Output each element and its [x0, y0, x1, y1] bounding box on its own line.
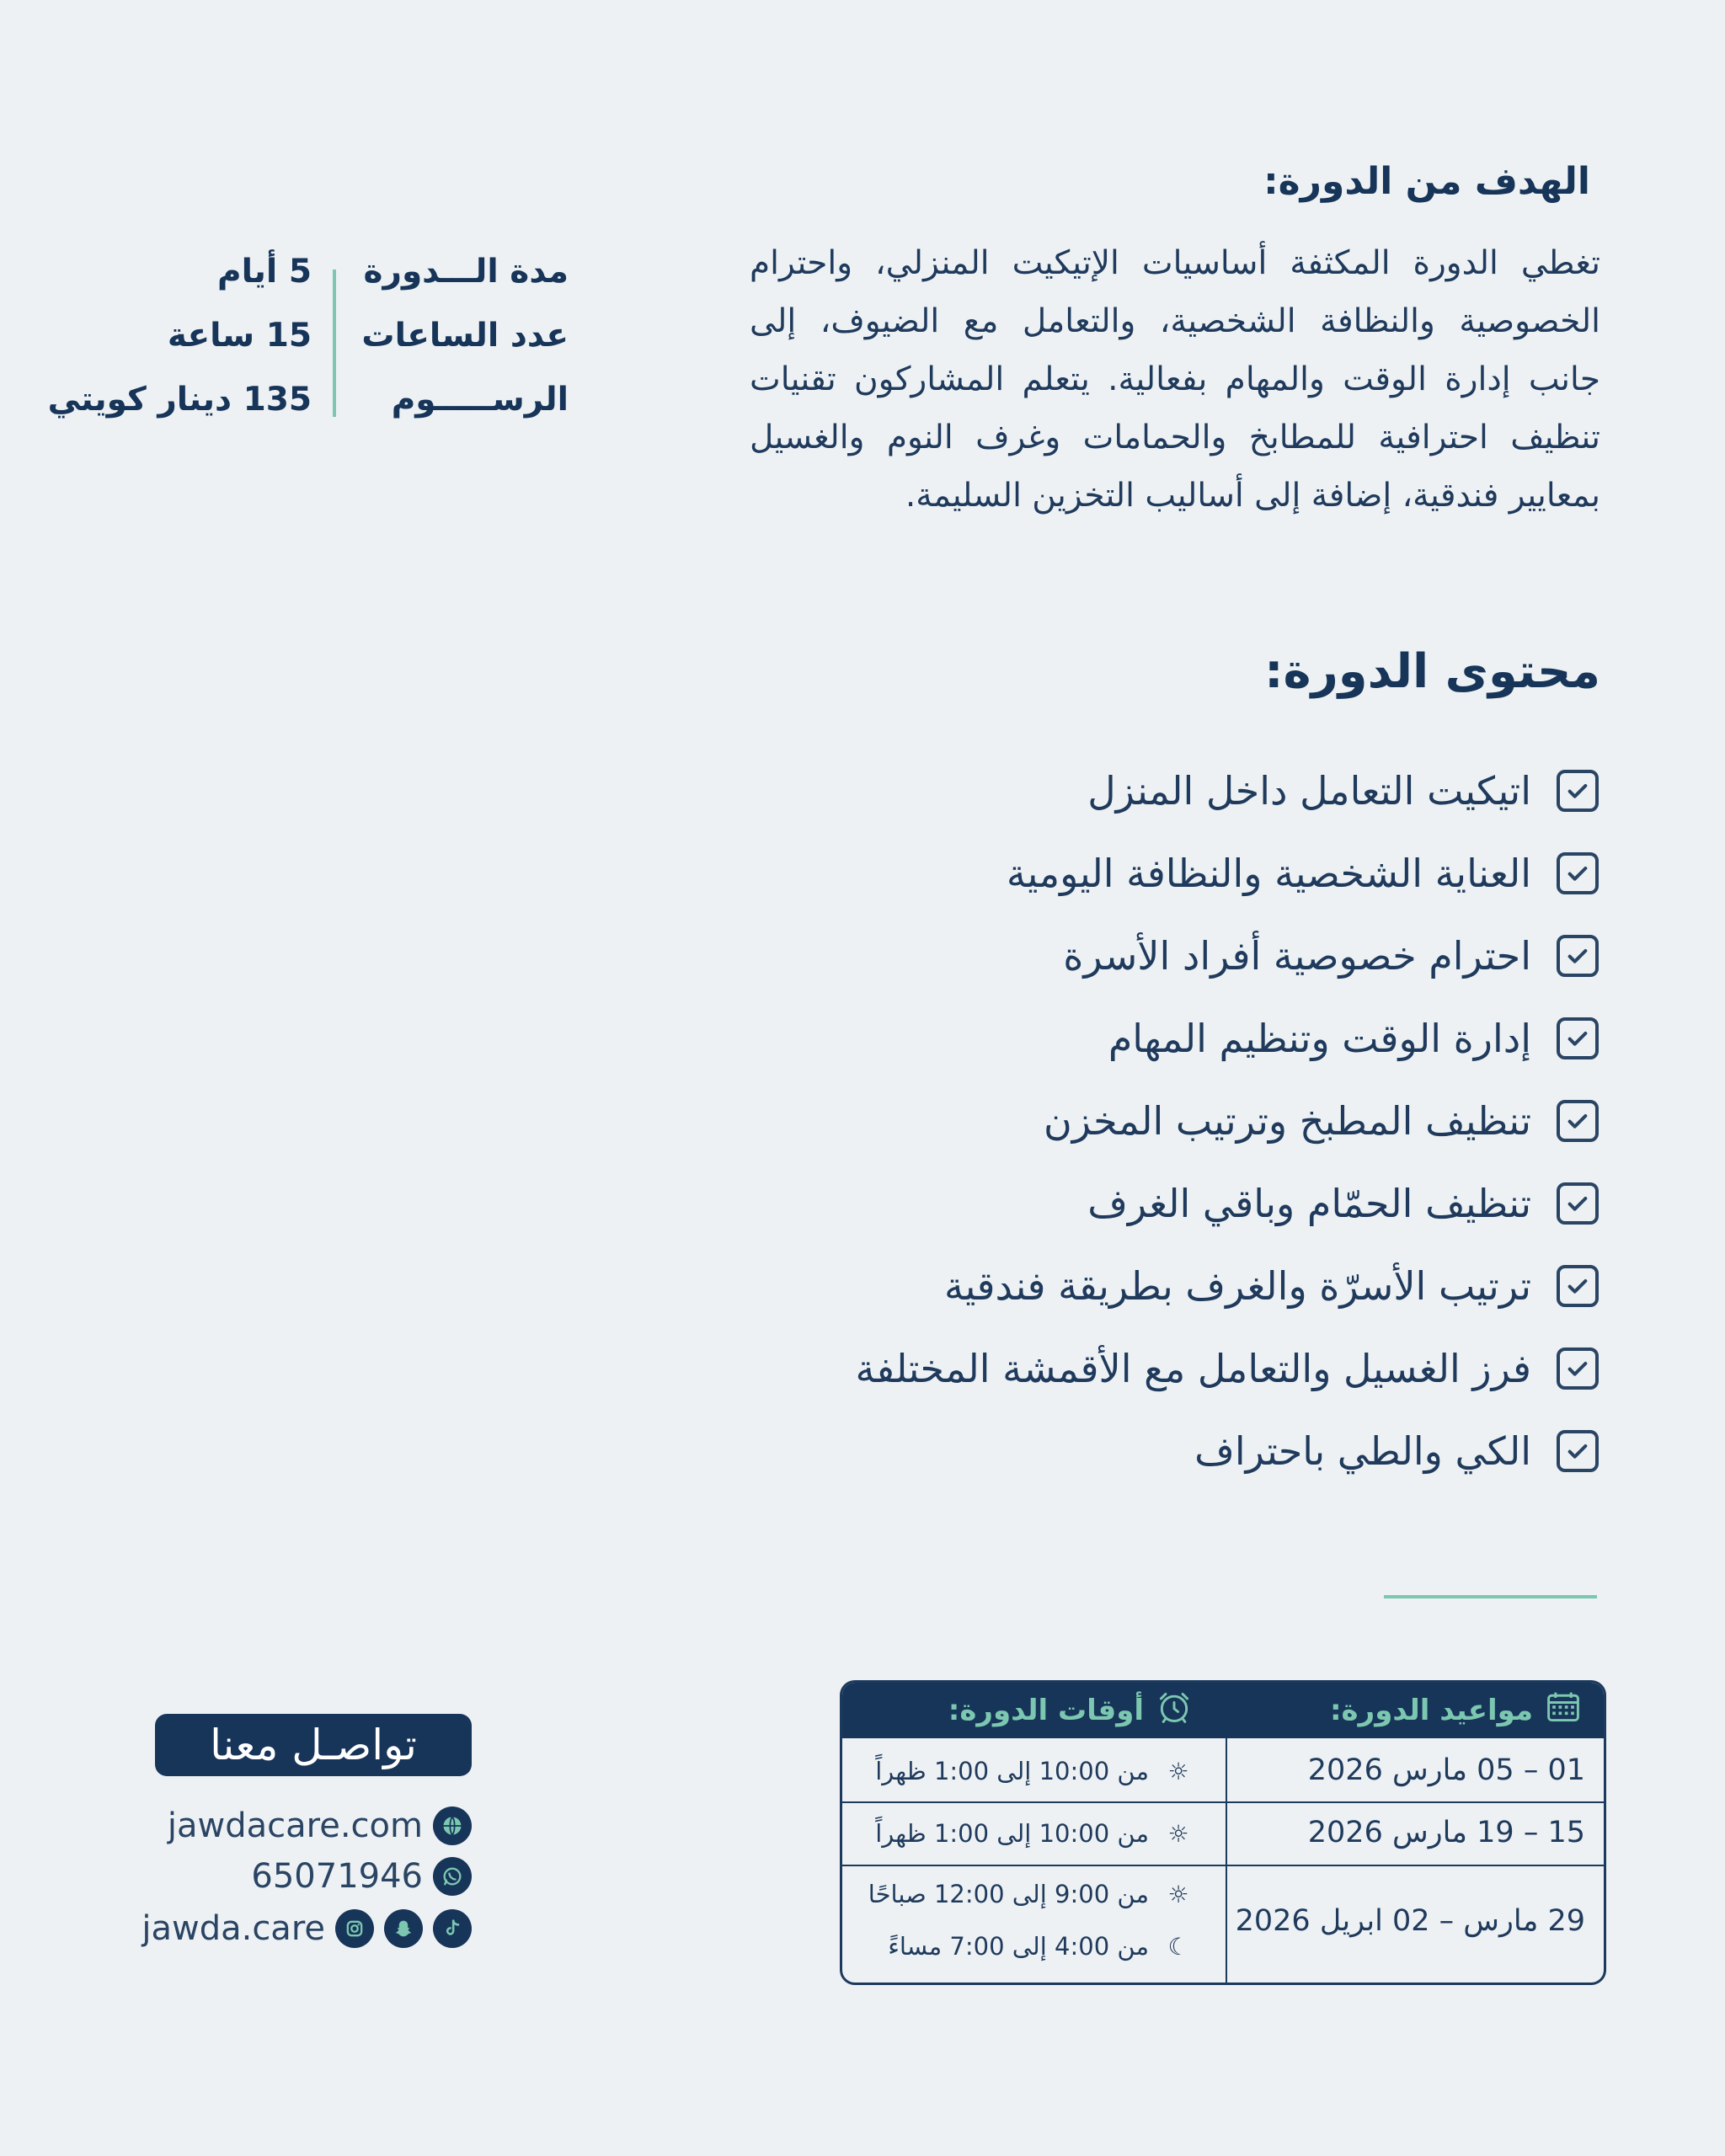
schedule-times-header-label: أوقات الدورة:: [948, 1694, 1144, 1727]
contact-website-row[interactable]: [135, 1805, 472, 1847]
schedule-time: [875, 1757, 1191, 1785]
checkbox-icon: [1557, 935, 1599, 977]
checkbox-icon: [1557, 852, 1599, 894]
phone-number[interactable]: 65071946: [251, 1857, 423, 1896]
list-item-label: فرز الغسيل والتعامل مع الأقمشة المختلفة: [855, 1346, 1531, 1391]
info-value: 5 أيام: [217, 253, 312, 291]
sun-icon: ☼: [1167, 1757, 1189, 1785]
contact-phone-row[interactable]: [135, 1855, 472, 1897]
globe-icon: [433, 1806, 472, 1845]
checkbox-icon: [1557, 1265, 1599, 1307]
schedule-time-text: من 10:00 إلى 1:00 ظهراً: [875, 1819, 1149, 1848]
schedule-header: [842, 1683, 1604, 1738]
checkbox-icon: [1557, 770, 1599, 812]
checkbox-icon: [1557, 1017, 1599, 1059]
schedule-dates-header-label: مواعيد الدورة:: [1329, 1694, 1533, 1727]
goal-title: الهدف من الدورة:: [1263, 160, 1590, 203]
accent-divider: [1384, 1595, 1597, 1598]
info-label: مدة الـــدورة: [363, 253, 569, 291]
list-item: [672, 1162, 1599, 1245]
list-item-label: تنظيف المطبخ وترتيب المخزن: [1044, 1098, 1531, 1144]
info-label: الرســـــوم: [391, 381, 569, 419]
schedule-date: 01 – 05 مارس 2026: [1307, 1753, 1585, 1787]
calendar-icon: [1545, 1689, 1582, 1733]
checkbox-icon: [1557, 1430, 1599, 1472]
website-link[interactable]: jawdacare.com: [167, 1806, 423, 1845]
list-item-label: إدارة الوقت وتنظيم المهام: [1108, 1016, 1531, 1061]
list-item-label: الكي والطي باحتراف: [1194, 1428, 1531, 1474]
schedule-date: 15 – 19 مارس 2026: [1307, 1816, 1585, 1849]
schedule-time-text: من 9:00 إلى 12:00 صباحًا: [868, 1880, 1149, 1908]
list-item-label: ترتيب الأسرّة والغرف بطريقة فندقية: [943, 1263, 1531, 1309]
schedule-table: [840, 1680, 1606, 1985]
list-item: [672, 997, 1599, 1080]
schedule-times-header: [948, 1683, 1193, 1738]
list-item-label: اتيكيت التعامل داخل المنزل: [1087, 768, 1531, 814]
sun-icon: ☼: [1167, 1880, 1189, 1908]
social-handle[interactable]: jawda.care: [142, 1909, 325, 1948]
snapchat-icon[interactable]: [384, 1909, 423, 1948]
goal-description: تغطي الدورة المكثفة أساسيات الإتيكيت المنزلي، واحترام الخصوصية والنظافة الشخصية، والتعامل مع الضيوف، إلى جانب إدارة الوقت والمهام بفعالية. يتعلم المشاركون تقنيات تنظيف احترافية للمطابخ والحمامات وغرف النوم والغسيل بمعايير فندقية، إضافة إلى أساليب التخزين السليمة.: [750, 244, 1600, 515]
info-row-hours: [80, 317, 569, 367]
info-row-duration: [80, 253, 569, 303]
schedule-dates-header: [1330, 1683, 1582, 1738]
list-item-label: احترام خصوصية أفراد الأسرة: [1063, 933, 1531, 979]
column-divider: [1226, 1738, 1227, 1985]
list-item: [672, 1410, 1599, 1492]
list-item-label: العناية الشخصية والنظافة اليومية: [1006, 851, 1531, 896]
info-value: 15 ساعة: [167, 317, 312, 355]
instagram-icon[interactable]: [335, 1909, 374, 1948]
schedule-time: [868, 1880, 1191, 1908]
checkbox-icon: [1557, 1348, 1599, 1390]
schedule-time: [875, 1819, 1191, 1848]
schedule-time: [888, 1932, 1191, 1961]
content-list: [672, 750, 1599, 1492]
list-item: [672, 832, 1599, 915]
checkbox-icon: [1557, 1182, 1599, 1225]
alarm-clock-icon: [1156, 1689, 1193, 1733]
checkbox-icon: [1557, 1100, 1599, 1142]
list-item: [672, 915, 1599, 997]
row-divider: [842, 1801, 1604, 1803]
info-label: عدد الساعات: [361, 317, 569, 355]
whatsapp-icon: [433, 1857, 472, 1896]
list-item: [672, 1080, 1599, 1162]
list-item-label: تنظيف الحمّام وباقي الغرف: [1087, 1181, 1531, 1226]
schedule-time-text: من 4:00 إلى 7:00 مساءً: [888, 1932, 1149, 1961]
content-title: محتوى الدورة:: [1264, 644, 1600, 699]
tiktok-icon[interactable]: [433, 1909, 472, 1948]
info-row-fees: [47, 381, 569, 431]
schedule-date: 29 مارس – 02 ابريل 2026: [1235, 1904, 1585, 1938]
schedule-time-text: من 10:00 إلى 1:00 ظهراً: [875, 1757, 1149, 1785]
contact-us-button[interactable]: تواصـل معنا: [155, 1714, 472, 1776]
info-value: 135 دينار كويتي: [47, 381, 312, 419]
moon-icon: ☾: [1167, 1932, 1189, 1961]
list-item: [672, 1245, 1599, 1327]
contact-social-row[interactable]: [135, 1908, 472, 1950]
course-info-block: [47, 253, 569, 421]
sun-icon: ☼: [1167, 1819, 1189, 1848]
row-divider: [842, 1865, 1604, 1866]
list-item: [672, 750, 1599, 832]
list-item: [672, 1327, 1599, 1410]
